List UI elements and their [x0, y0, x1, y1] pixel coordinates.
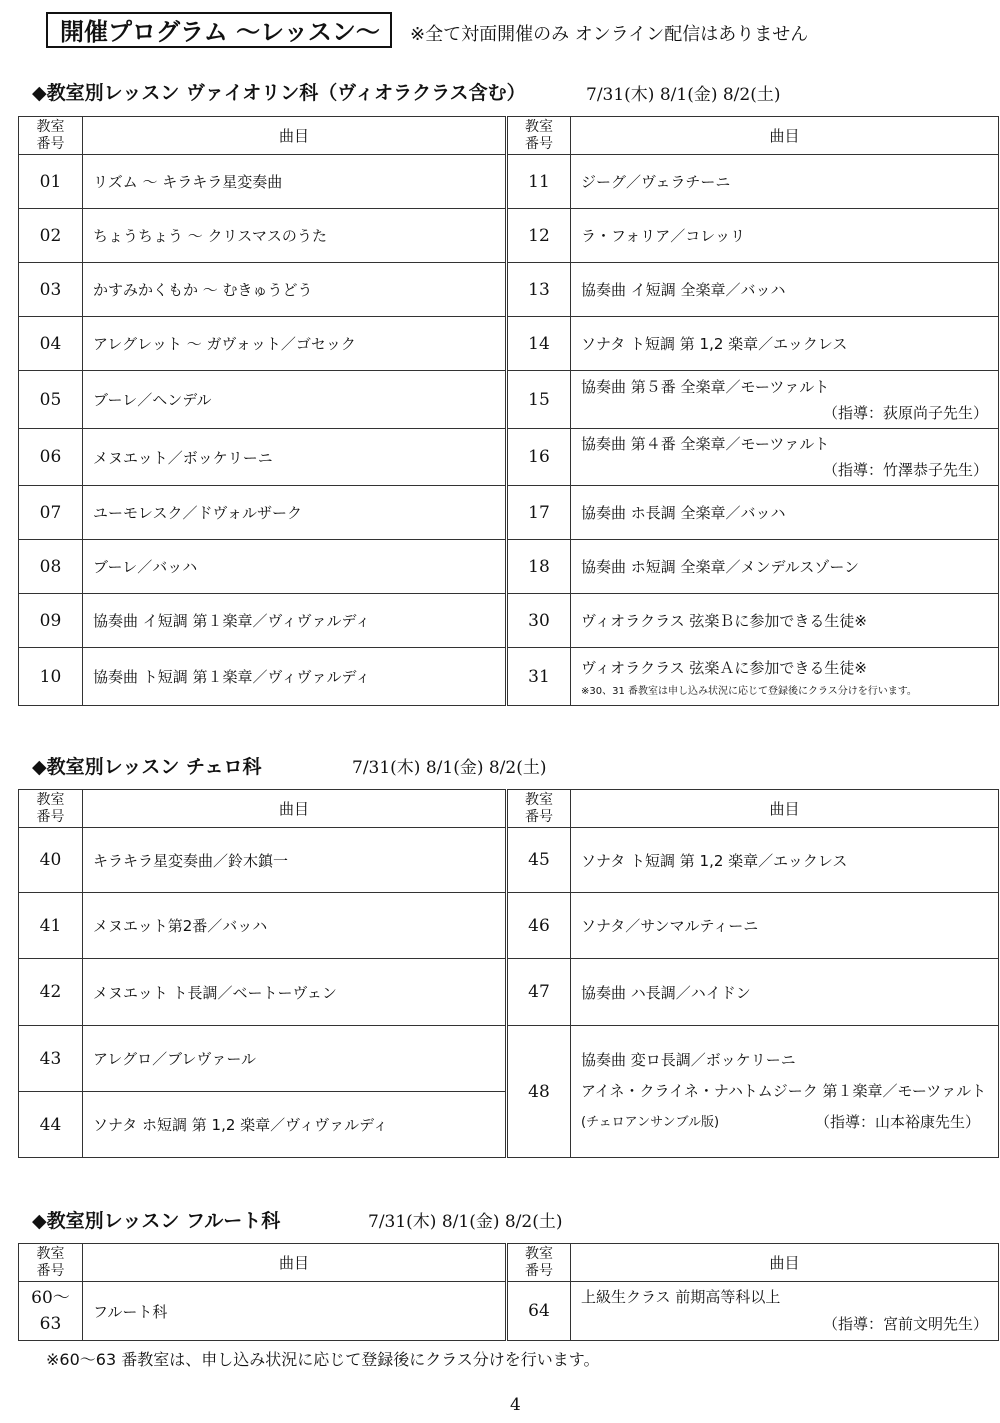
piece-title: [571, 594, 999, 648]
table-row: [19, 893, 999, 959]
piece-title: [571, 317, 999, 371]
small-note: ※30、31 番教室は申し込み状況に応じて登録後にクラス分けを行います。: [581, 685, 917, 697]
flute-dates: 7/31(木) 8/1(金) 8/2(土): [368, 1212, 563, 1232]
class-number: 15: [507, 371, 571, 429]
piece-note: (チェロアンサンブル版): [581, 1115, 720, 1130]
footnote: ※60～63 番教室は、申し込み状況に応じて登録後にクラス分けを行います。: [46, 1350, 600, 1369]
class-number: 12: [507, 209, 571, 263]
piece-title: ソナタ ホ短調 第 1,2 楽章／ヴィヴァルディ: [83, 1092, 507, 1158]
page-title: 開催プログラム ～レッスン～: [46, 12, 392, 48]
piece-title: [571, 540, 999, 594]
class-number: 60～ 63: [19, 1282, 83, 1341]
piece-line: 協奏曲 変ロ長調／ボッケリーニ: [581, 1051, 796, 1069]
flute-heading: ◆教室別レッスン フルート科: [32, 1210, 281, 1232]
table-row: [19, 540, 999, 594]
piece-title: [571, 371, 999, 429]
piece-line: ソナタ ト短調 第 1,2 楽章／エックレス: [581, 335, 848, 353]
piece-title: 協奏曲 イ短調 第１楽章／ヴィヴァルディ: [83, 594, 507, 648]
class-number: 41: [19, 893, 83, 959]
table-row: [19, 429, 999, 486]
table-row: [19, 594, 999, 648]
class-number: 40: [19, 828, 83, 893]
piece-title: かすみかくもか ～ むきゅうどう: [83, 263, 507, 317]
piece-title-48: [571, 1026, 999, 1158]
piece-title: ソナタ／サンマルティーニ: [571, 893, 999, 959]
piece-title: [571, 648, 999, 706]
class-number: 02: [19, 209, 83, 263]
instructor-note: （指導：山本裕康先生）: [814, 1113, 980, 1131]
piece-line: 協奏曲 第５番 全楽章／モーツァルト: [581, 377, 830, 396]
piece-title: ソナタ ト短調 第 1,2 楽章／エックレス: [571, 828, 999, 893]
col-num-header: 教室 番号: [19, 117, 83, 155]
col-piece-header: 曲目: [83, 790, 507, 828]
class-number: 14: [507, 317, 571, 371]
cello-heading: ◆教室別レッスン チェロ科: [32, 756, 262, 778]
piece-title: ブーレ／バッハ: [83, 540, 507, 594]
class-number: 13: [507, 263, 571, 317]
class-number: 16: [507, 429, 571, 486]
class-number: 64: [507, 1282, 571, 1341]
class-number: 42: [19, 959, 83, 1026]
class-number: 30: [507, 594, 571, 648]
piece-title: フルート科: [83, 1282, 507, 1341]
violin-dates: 7/31(木) 8/1(金) 8/2(土): [586, 85, 781, 105]
col-piece-header: 曲目: [571, 790, 999, 828]
piece-title: ユーモレスク／ドヴォルザーク: [83, 486, 507, 540]
table-row: [19, 486, 999, 540]
cello-dates: 7/31(木) 8/1(金) 8/2(土): [352, 758, 547, 778]
table-row: [19, 371, 999, 429]
class-number: 01: [19, 155, 83, 209]
piece-title: メヌエット第2番／バッハ: [83, 893, 507, 959]
col-num-header: 教室 番号: [507, 1244, 571, 1282]
table-row: [19, 1026, 999, 1092]
piece-title: [571, 263, 999, 317]
class-number: 05: [19, 371, 83, 429]
class-number: 17: [507, 486, 571, 540]
piece-title: キラキラ星変奏曲／鈴木鎮一: [83, 828, 507, 893]
class-number: 11: [507, 155, 571, 209]
piece-title: 協奏曲 ハ長調／ハイドン: [571, 959, 999, 1026]
piece-title: [571, 486, 999, 540]
class-number: 43: [19, 1026, 83, 1092]
class-number: 04: [19, 317, 83, 371]
piece-line: 協奏曲 イ短調 全楽章／バッハ: [581, 281, 786, 299]
class-number: 18: [507, 540, 571, 594]
class-number: 46: [507, 893, 571, 959]
class-number: 44: [19, 1092, 83, 1158]
class-number: 07: [19, 486, 83, 540]
class-number: 31: [507, 648, 571, 706]
piece-title: [571, 155, 999, 209]
piece-title: ちょうちょう ～ クリスマスのうた: [83, 209, 507, 263]
table-row: [19, 828, 999, 893]
table-row: [19, 155, 999, 209]
table-row: [19, 209, 999, 263]
piece-title: メヌエット ト長調／ベートーヴェン: [83, 959, 507, 1026]
piece-title: [571, 1282, 999, 1341]
piece-line: ヴィオラクラス 弦楽Ａに参加できる生徒※: [581, 658, 867, 677]
instructor-note: （指導：荻原尚子先生）: [822, 403, 988, 422]
col-piece-header: 曲目: [83, 1244, 507, 1282]
class-number: 48: [507, 1026, 571, 1158]
piece-line: ジーグ／ヴェラチーニ: [581, 173, 731, 191]
piece-title: メヌエット／ボッケリーニ: [83, 429, 507, 486]
table-row: [19, 263, 999, 317]
piece-line: ヴィオラクラス 弦楽Ｂに参加できる生徒※: [581, 612, 867, 630]
piece-title: アレグレット ～ ガヴォット／ゴセック: [83, 317, 507, 371]
class-number: 09: [19, 594, 83, 648]
piece-line: 上級生クラス 前期高等科以上: [581, 1288, 781, 1306]
col-num-header: 教室 番号: [507, 117, 571, 155]
flute-table: [18, 1243, 999, 1341]
class-number: 45: [507, 828, 571, 893]
table-row: [19, 959, 999, 1026]
piece-line: 協奏曲 ホ短調 全楽章／メンデルスゾーン: [581, 558, 860, 576]
class-number: 10: [19, 648, 83, 706]
piece-title: [571, 429, 999, 486]
piece-title: ブーレ／ヘンデル: [83, 371, 507, 429]
violin-table: [18, 116, 999, 706]
class-number: 08: [19, 540, 83, 594]
class-number: 03: [19, 263, 83, 317]
col-piece-header: 曲目: [83, 117, 507, 155]
piece-title: [571, 209, 999, 263]
table-row: [19, 1282, 999, 1341]
cello-table: [18, 789, 999, 1158]
instructor-note: （指導：竹澤恭子先生）: [822, 461, 988, 479]
piece-line: 協奏曲 ホ長調 全楽章／バッハ: [581, 504, 786, 522]
header-note: ※全て対面開催のみ オンライン配信はありません: [410, 24, 809, 45]
table-row: [19, 317, 999, 371]
page-number: 4: [510, 1395, 521, 1415]
table-row: [19, 648, 999, 706]
col-piece-header: 曲目: [571, 117, 999, 155]
piece-title: アレグロ／ブレヴァール: [83, 1026, 507, 1092]
class-number: 06: [19, 429, 83, 486]
violin-heading: ◆教室別レッスン ヴァイオリン科（ヴィオラクラス含む）: [32, 82, 526, 104]
piece-title: リズム ～ キラキラ星変奏曲: [83, 155, 507, 209]
piece-title: 協奏曲 ト短調 第１楽章／ヴィヴァルディ: [83, 648, 507, 706]
col-piece-header: 曲目: [571, 1244, 999, 1282]
class-number: 47: [507, 959, 571, 1026]
piece-line: ラ・フォリア／コレッリ: [581, 227, 746, 245]
col-num-header: 教室 番号: [507, 790, 571, 828]
piece-line: アイネ・クライネ・ナハトムジーク 第１楽章／モーツァルト: [581, 1082, 987, 1100]
piece-line: 協奏曲 第４番 全楽章／モーツァルト: [581, 435, 830, 453]
instructor-note: （指導：宮前文明先生）: [822, 1315, 988, 1333]
col-num-header: 教室 番号: [19, 790, 83, 828]
col-num-header: 教室 番号: [19, 1244, 83, 1282]
